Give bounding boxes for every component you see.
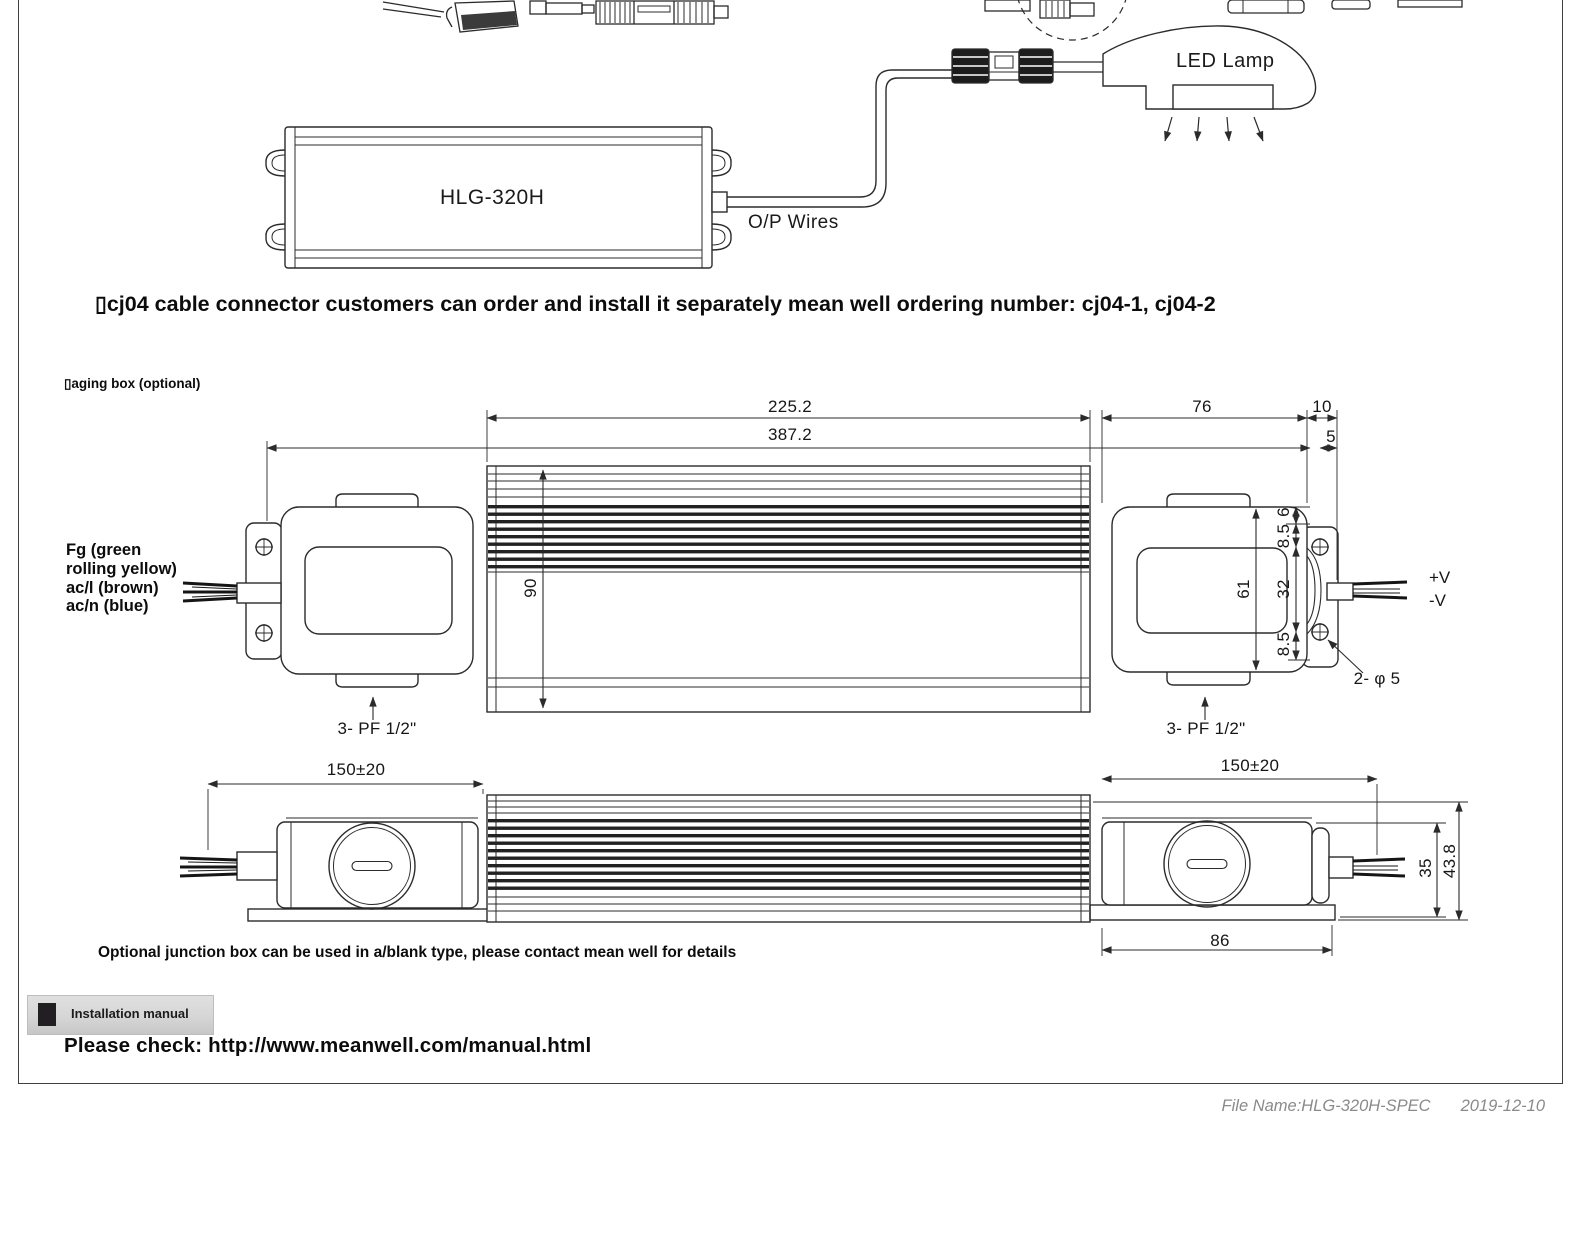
output-wires: [1353, 582, 1407, 598]
cj04-note: ▯cj04 cable connector customers can order and install it separately mean well ordering number: cj04-1, cj04-2: [95, 292, 1216, 316]
unit-model-label: HLG-320H: [440, 186, 545, 209]
wire-label-fg: Fg (green: [66, 541, 142, 559]
fins-front: [488, 505, 1089, 568]
dimension-label: 2- φ 5: [1353, 669, 1401, 688]
dimension-label: 32: [1274, 579, 1293, 599]
op-wires-label: O/P Wires: [748, 212, 839, 233]
led-lamp-label: LED Lamp: [1176, 50, 1275, 72]
installation-manual-label: Installation manual: [71, 1006, 189, 1021]
output-wire: [727, 70, 952, 207]
dimension-label: 43.8: [1440, 843, 1459, 879]
manual-square-icon: [38, 1003, 56, 1026]
footer-date: 2019-12-10: [1460, 1097, 1545, 1115]
dimension-label: 86: [1210, 931, 1230, 950]
v-minus-label: -V: [1429, 591, 1446, 610]
front-view: [183, 410, 1407, 720]
light-arrows: [1165, 117, 1263, 141]
dimension-label: 35: [1416, 858, 1435, 878]
dimension-label: 6: [1274, 507, 1293, 517]
dimension-label: 150±20: [1220, 756, 1280, 775]
wire-label-acl: ac/l (brown): [66, 578, 159, 597]
optional-junction-note: Optional junction box can be used in a/blank type, please contact mean well for details: [98, 944, 737, 961]
dimension-label: 150±20: [326, 760, 386, 779]
input-wire-labels: [66, 541, 177, 616]
wire-label-acn: ac/n (blue): [66, 597, 149, 616]
input-wires: [183, 583, 237, 601]
cable-connector-exploded-view: [383, 0, 1462, 40]
aging-box-note: ▯aging box (optional): [64, 376, 201, 391]
dimension-label: 8.5: [1274, 631, 1293, 657]
manual-url-note: Please check: http://www.meanwell.com/manual.html: [64, 1034, 592, 1057]
v-plus-label: +V: [1429, 568, 1451, 587]
dimension-label: 225.2: [767, 397, 813, 416]
dimension-label: 3- PF 1/2": [1166, 719, 1246, 738]
dimension-label: 5: [1326, 427, 1336, 446]
installation-manual-banner: [27, 995, 214, 1035]
led-lamp-outline: [1103, 26, 1316, 141]
footer-file-name: File Name:HLG-320H-SPEC: [1221, 1097, 1431, 1115]
side-views: [180, 779, 1468, 956]
dimension-label: 8.5: [1274, 523, 1293, 549]
page-footer: [845, 1097, 1545, 1116]
inline-connector: [952, 49, 1103, 83]
output-wires-side: [1353, 859, 1405, 876]
dimension-label: 90: [521, 578, 540, 598]
wire-label-fg2: rolling yellow): [66, 559, 177, 578]
dimension-label: 387.2: [767, 425, 813, 444]
dimension-label: 10: [1312, 397, 1332, 416]
input-wires-side: [180, 858, 237, 876]
dimension-label: 76: [1192, 397, 1212, 416]
dimension-label: 3- PF 1/2": [337, 719, 417, 738]
dimension-label: 61: [1234, 579, 1253, 599]
